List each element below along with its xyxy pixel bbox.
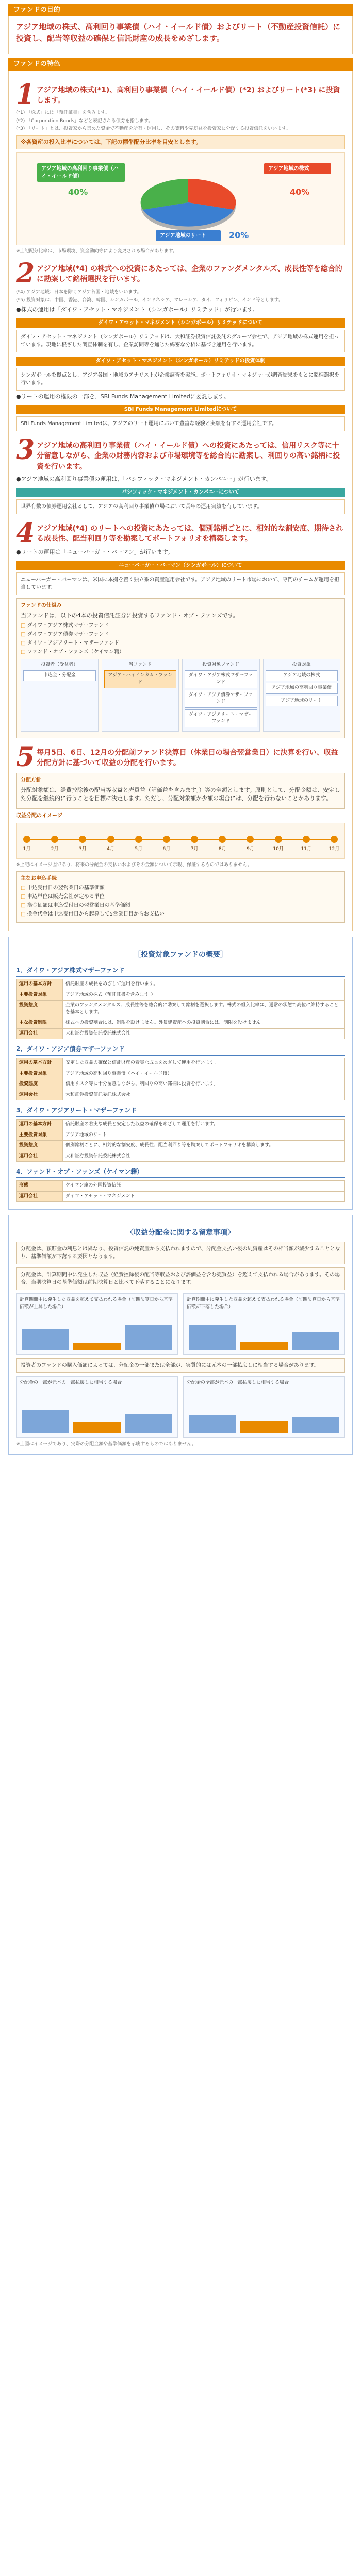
diagram-box-target: ダイワ・アジア株式マザーファンド bbox=[185, 670, 257, 688]
timeline-month-label: 9月 bbox=[247, 846, 254, 852]
timeline-dot bbox=[219, 836, 226, 843]
objective-lead: アジア地域の株式、高利回り事業債（ハイ・イールド債）およびリート（不動産投資信託）に投資し、配当等収益の確保と信託財産の成長をめざします。 bbox=[16, 22, 341, 43]
structure-diagram bbox=[21, 659, 340, 732]
table-row bbox=[17, 1018, 345, 1029]
point-4 bbox=[16, 517, 345, 549]
diagram-col-investor bbox=[21, 659, 99, 732]
point-3-bullet: ●アジア地域の高利回り事業債の運用は、「パシフィック・マネジメント・カンパニー」が行います。 bbox=[16, 476, 272, 483]
pie-pct-bond: 40% bbox=[290, 187, 310, 197]
procedure-item: □ 換金価額は申込受付日の翌営業日の基準価額 bbox=[21, 902, 340, 909]
distribution-timeline bbox=[16, 823, 345, 859]
bar-mark bbox=[73, 1343, 121, 1350]
bar-mark bbox=[189, 1325, 236, 1350]
timeline-line bbox=[27, 839, 334, 840]
timeline-month-label: 7月 bbox=[190, 846, 199, 852]
diagram-box-target: ダイワ・アジアリート・マザーファンド bbox=[185, 709, 257, 727]
point-2-bullet-2: ●リートの運用の権限の一部を、SBI Funds Management Limitedに委託します。 bbox=[16, 393, 229, 400]
diagram-col-title: 当ファンド bbox=[128, 662, 152, 668]
bar-mark bbox=[240, 1342, 288, 1351]
procedure-box bbox=[16, 871, 345, 923]
policy-box bbox=[16, 773, 345, 809]
distribution-footer: ※上図はイメージであり、実際の分配金額や基準価額を示唆するものではありません。 bbox=[16, 1442, 196, 1447]
allocation-pie bbox=[16, 152, 345, 245]
timeline-month-label: 3月 bbox=[78, 846, 87, 852]
table-row bbox=[17, 1181, 345, 1192]
diagram-col-assets bbox=[263, 659, 341, 732]
funds-title: ［投資対象ファンドの概要］ bbox=[134, 951, 227, 959]
timeline-month-label: 6月 bbox=[162, 846, 171, 852]
diagram-col-fund bbox=[102, 659, 179, 732]
bar-mark bbox=[292, 1417, 339, 1434]
diagram-col-title: 投資対象 bbox=[292, 662, 311, 668]
panel-caption: 分配金の一部が元本の一部払戻しに相当する場合 bbox=[20, 1380, 122, 1386]
row-value: 安定した収益の確保と信託財産の着実な成長をめざして運用を行います。 bbox=[63, 1058, 345, 1069]
structure-note: 当ファンドは、以下の4本の投資信託証券に投資するファンド・オブ・ファンズです。 bbox=[21, 612, 239, 619]
row-value: 企業のファンダメンタルズ、成長性等を総合的に勘案して銘柄を選択します。株式の組入比率は、通常の状態で高位に維持することを基本とします。 bbox=[63, 1001, 345, 1018]
point-2-note: (*4) アジア地域：日本を除くアジア各国・地域をいいます。 bbox=[16, 289, 142, 295]
band-manager-5-body: ニューバーガー・バーマンは、米国に本拠を置く独立系の資産運用会社です。アジア地域のリート市場において、専門のチームが運用を担当しています。 bbox=[16, 572, 345, 595]
distribution-panel bbox=[16, 1293, 178, 1355]
distribution-panel bbox=[183, 1293, 345, 1355]
table-row bbox=[17, 1090, 345, 1100]
diagram-box-target: ダイワ・アジア債券マザーファンド bbox=[185, 690, 257, 708]
bar-mark bbox=[125, 1325, 172, 1350]
point-5 bbox=[16, 741, 345, 773]
bar-mark bbox=[292, 1332, 339, 1350]
row-key: 運用会社 bbox=[17, 1028, 63, 1039]
timeline-dot bbox=[247, 836, 254, 843]
row-key: 主要投資対象 bbox=[17, 1130, 63, 1141]
fund-4-table bbox=[16, 1180, 345, 1202]
point-1-text: アジア地域の株式(*1)、高利回り事業債（ハイ・イールド債）(*2) およびリート(*3) に投資します。 bbox=[37, 86, 340, 105]
fund-2-table bbox=[16, 1058, 345, 1100]
panel-bars bbox=[189, 1314, 339, 1350]
timeline-month-label: 12月 bbox=[329, 846, 340, 852]
row-value: 大和証券投資信託委託株式会社 bbox=[63, 1151, 345, 1162]
row-key: 運用の基本方針 bbox=[17, 979, 63, 990]
row-key: 投資態度 bbox=[17, 1001, 63, 1018]
point-3-text: アジア地域の高利回り事業債（ハイ・イールド債）への投資にあたっては、信用リスク等に十分留意しながら、企業の財務内容および市場環境等を総合的に勘案し、利回りの高い銘柄に投資を行います。 bbox=[37, 442, 340, 471]
bar-mark bbox=[22, 1410, 69, 1434]
diagram-box-asset: アジア地域の株式 bbox=[266, 670, 338, 682]
bar-mark bbox=[22, 1329, 69, 1350]
band-manager-4: パシフィック・マネジメント・カンパニーについて bbox=[16, 488, 345, 497]
timeline-month-label: 1月 bbox=[23, 846, 31, 852]
band-manager-1-body: ダイワ・アセット・マネジメント（シンガポール）リミテッドは、大和証券投資信託委託のグループ会社で、アジア地域の株式運用を担っています。現地に根ざした調査体制を有し、企業訪問等を通じた綿密な分析に基づき運用を行います。 bbox=[16, 330, 345, 352]
row-key: 形態 bbox=[17, 1181, 63, 1192]
table-row bbox=[17, 1028, 345, 1039]
band-manager-3-body: SBI Funds Management Limitedは、アジアのリート運用において豊富な経験と実績を有する運用会社です。 bbox=[16, 416, 345, 431]
table-row bbox=[17, 1069, 345, 1079]
page bbox=[0, 4, 361, 1465]
policy-text: 分配対象額は、経費控除後の配当等収益と売買益（評価益を含みます。）等の全額とします。原則として、分配金額は、安定した分配を継続的に行うことを目標に決定します。ただし、分配対象額が少額の場合には、分配を行わないことがあります。 bbox=[21, 786, 340, 802]
procedure-title: 主なお申込手続 bbox=[21, 876, 57, 882]
policy-title: 分配方針 bbox=[21, 777, 41, 783]
distribution-title: 〈収益分配金に関する留意事項〉 bbox=[126, 1229, 235, 1238]
timeline-dot bbox=[163, 836, 170, 843]
timeline-dot bbox=[331, 836, 338, 843]
row-value: 信託財産の成長をめざして運用を行います。 bbox=[63, 979, 345, 990]
point-2-text: アジア地域(*4) の株式への投資にあたっては、企業のファンダメンタルズ、成長性等を総合的に勘案して銘柄選択を行います。 bbox=[37, 265, 342, 284]
distribution-panel bbox=[183, 1376, 345, 1438]
row-value: アジア地域の高利回り事業債（ハイ・イールド債） bbox=[63, 1069, 345, 1079]
panel-bars bbox=[189, 1397, 339, 1433]
timeline-dot bbox=[23, 836, 30, 843]
table-row bbox=[17, 1191, 345, 1202]
structure-list-item: □ ダイワ・アジア株式マザーファンド bbox=[21, 622, 340, 630]
point-number: 1 bbox=[16, 78, 35, 110]
pie-note: ※上記配分比率は、市場環境、資金動向等により変更される場合があります。 bbox=[16, 248, 177, 254]
table-row bbox=[17, 1141, 345, 1151]
row-value: 個別銘柄ごとに、相対的な割安度、成長性、配当利回り等を勘案してポートフォリオを構築します。 bbox=[63, 1141, 345, 1151]
timeline-month-label: 5月 bbox=[135, 846, 143, 852]
structure-list-item: □ ダイワ・アジア債券マザーファンド bbox=[21, 631, 340, 638]
timeline-title: 収益分配のイメージ bbox=[16, 812, 62, 819]
row-value: ケイマン籍の外国投資信託 bbox=[63, 1181, 345, 1192]
diagram-col-targets bbox=[182, 659, 260, 732]
panel-bars bbox=[22, 1397, 172, 1433]
table-row bbox=[17, 979, 345, 990]
row-value: 大和証券投資信託委託株式会社 bbox=[63, 1028, 345, 1039]
table-row bbox=[17, 1001, 345, 1018]
row-key: 運用の基本方針 bbox=[17, 1120, 63, 1130]
table-row bbox=[17, 1151, 345, 1162]
timeline-month-label: 4月 bbox=[107, 846, 114, 852]
row-value: アジア地域の株式（預託証書を含みます。） bbox=[63, 990, 345, 1001]
features-header: ファンドの特色 bbox=[8, 58, 353, 71]
table-row bbox=[17, 1058, 345, 1069]
procedure-item: □ 申込単位は販売会社が定める単位 bbox=[21, 893, 340, 901]
row-value: 株式への投資割合には、制限を設けません。外貨建資産への投資割合には、制限を設けません。 bbox=[63, 1018, 345, 1029]
point-4-text: アジア地域(*4) のリートへの投資にあたっては、個別銘柄ごとに、相対的な割安度、期待される成長性、配当利回り等を勘案してポートフォリオを構築します。 bbox=[37, 524, 343, 543]
timeline-month-label: 11月 bbox=[301, 846, 312, 852]
point-1-note: (*1) 「株式」には「預託証書」を含みます。 bbox=[16, 110, 110, 116]
pie-banner: ※各資産の投入比率については、下記の標準配分比率を目安とします。 bbox=[16, 135, 345, 149]
row-key: 運用会社 bbox=[17, 1090, 63, 1100]
objective-header: ファンドの目的 bbox=[8, 4, 353, 16]
timeline-dot bbox=[135, 836, 142, 843]
diagram-box-investor: 申込金・分配金 bbox=[23, 670, 96, 682]
bar-mark bbox=[73, 1422, 121, 1433]
row-value: アジア地域のリート bbox=[63, 1130, 345, 1141]
funds-body bbox=[8, 937, 353, 1210]
features-body bbox=[8, 71, 353, 932]
fund-3-table bbox=[16, 1119, 345, 1162]
point-number: 3 bbox=[16, 434, 35, 466]
row-value: 信用リスク等に十分留意しながら、利回りの高い銘柄に投資を行います。 bbox=[63, 1079, 345, 1090]
band-manager-3: SBI Funds Management Limitedについて bbox=[16, 405, 345, 414]
timeline-dot bbox=[107, 836, 114, 843]
diagram-col-title: 投資対象ファンド bbox=[202, 662, 240, 668]
bar-mark bbox=[240, 1421, 288, 1434]
point-1 bbox=[16, 78, 345, 110]
panel-caption: 計算期間中に発生した収益を超えて支払われる場合（前期決算日から基準価額が下落した場合） bbox=[187, 1297, 340, 1310]
procedure-item: □ 申込受付日の翌営業日の基準価額 bbox=[21, 884, 340, 892]
row-value: ダイワ・アセット・マネジメント bbox=[63, 1191, 345, 1202]
band-manager-4-body: 世界有数の債券運用会社として、アジアの高利回り事業債市場において長年の運用実績を有しています。 bbox=[16, 499, 345, 514]
row-key: 主な投資制限 bbox=[17, 1018, 63, 1029]
point-number: 2 bbox=[16, 258, 35, 290]
diagram-box-fund: アジア・ハイインカム・ファンド bbox=[104, 670, 177, 688]
fund-2-title: 2．ダイワ・アジア債券マザーファンド bbox=[16, 1044, 345, 1056]
diagram-col-title: 投資者（受益者） bbox=[41, 662, 78, 668]
procedure-item: □ 換金代金は申込受付日から起算して5営業日目からお支払い bbox=[21, 910, 340, 918]
bar-mark bbox=[125, 1414, 172, 1434]
timeline-dot bbox=[303, 836, 310, 843]
distribution-note-2: 分配金は、計算期間中に発生した収益（経費控除後の配当等収益および評価益を含む売買益）を超えて支払われる場合があります。その場合、当期決算日の基準価額は前期決算日と比べて下落することになります。 bbox=[16, 1267, 345, 1290]
table-row bbox=[17, 1130, 345, 1141]
point-5-text: 毎月5日、6日、12月の分配前ファンド決算日（休業日の場合翌営業日）に決算を行い、収益分配方針に基づいて収益の分配を行います。 bbox=[37, 748, 338, 768]
objective-body bbox=[8, 16, 353, 54]
distribution-note-1: 分配金は、預貯金の利息とは異なり、投資信託の純資産から支払われますので、分配金支払い後の純資産はその相当額が減少することとなり、基準価額が下落する要因となります。 bbox=[16, 1242, 345, 1264]
fund-3-title: 3．ダイワ・アジアリート・マザーファンド bbox=[16, 1106, 345, 1117]
structure-list-item: □ ファンド・オブ・ファンズ（ケイマン籍） bbox=[21, 648, 340, 656]
timeline-dot bbox=[191, 836, 198, 843]
timeline-dot bbox=[51, 836, 58, 843]
band-manager-2: ダイワ・アセット・マネジメント（シンガポール）リミテッドの投資体制 bbox=[16, 357, 345, 366]
panel-caption: 計算期間中に発生した収益を超えて支払われる場合（前期決算日から基準価額が上昇した場合） bbox=[20, 1297, 173, 1310]
pie-label-reit: アジア地域のリート bbox=[156, 230, 221, 241]
point-1-note: (*3) 「リート」とは、投資家から集めた資金で不動産を所有・運用し、その賃料や売却益を投資家に分配する投資信託をいいます。 bbox=[16, 126, 291, 132]
distribution-body bbox=[8, 1215, 353, 1455]
timeline-month-label: 2月 bbox=[51, 846, 59, 852]
point-2-note: (*5) 投資対象は、中国、香港、台湾、韓国、シンガポール、インドネシア、マレーシア、タイ、フィリピン、インド等とします。 bbox=[16, 297, 284, 303]
band-manager-5: ニューバーガー・バーマン（シンガポール）について bbox=[16, 561, 345, 570]
row-key: 運用会社 bbox=[17, 1191, 63, 1202]
fund-1-table bbox=[16, 979, 345, 1039]
panel-caption: 分配金の全部が元本の一部払戻しに相当する場合 bbox=[187, 1380, 289, 1386]
band-manager-2-body: シンガポールを拠点とし、アジア各国・地域のアナリストが企業調査を実施。ポートフォリオ・マネジャーが調査結果をもとに銘柄選択を行います。 bbox=[16, 368, 345, 391]
point-3 bbox=[16, 434, 345, 472]
table-row bbox=[17, 1079, 345, 1090]
structure-list-item: □ ダイワ・アジアリート・マザーファンド bbox=[21, 639, 340, 647]
diagram-box-asset: アジア地域の高利回り事業債 bbox=[266, 683, 338, 694]
point-number: 5 bbox=[16, 741, 35, 773]
timeline-dot bbox=[79, 836, 86, 843]
point-4-bullet: ●リートの運用は「ニューバーガー・バーマン」が行います。 bbox=[16, 549, 173, 556]
row-key: 投資態度 bbox=[17, 1079, 63, 1090]
fund-4-title: 4．ファンド・オブ・ファンズ（ケイマン籍） bbox=[16, 1167, 345, 1178]
point-2 bbox=[16, 258, 345, 290]
fund-1-title: 1．ダイワ・アジア株式マザーファンド bbox=[16, 965, 345, 977]
row-key: 投資態度 bbox=[17, 1141, 63, 1151]
distribution-panels-1 bbox=[16, 1293, 345, 1355]
timeline-month-label: 8月 bbox=[218, 846, 226, 852]
distribution-note-3: 投資者のファンドの購入価額によっては、分配金の一部または全部が、実質的には元本の一部払戻しに相当する場合があります。 bbox=[16, 1358, 345, 1373]
bar-mark bbox=[189, 1415, 236, 1433]
timeline-dot bbox=[275, 836, 282, 843]
table-row bbox=[17, 1120, 345, 1130]
row-value: 信託財産の着実な成長と安定した収益の確保をめざして運用を行います。 bbox=[63, 1120, 345, 1130]
pie-label-stock: アジア地域の高利回り事業債（ハイ・イールド債） bbox=[37, 163, 125, 182]
panel-bars bbox=[22, 1314, 172, 1350]
point-1-note: (*2) 「Corporation Bonds」などと表記される債券を指します。 bbox=[16, 118, 153, 124]
row-key: 運用の基本方針 bbox=[17, 1058, 63, 1069]
row-value: 大和証券投資信託委託株式会社 bbox=[63, 1090, 345, 1100]
point-number: 4 bbox=[16, 517, 35, 549]
pie-label-bond: アジア地域の株式 bbox=[264, 163, 331, 174]
structure-title: ファンドの仕組み bbox=[21, 602, 62, 608]
pie-pct-stock: 40% bbox=[68, 187, 88, 197]
row-key: 運用会社 bbox=[17, 1151, 63, 1162]
point-2-bullet: ●株式の運用は「ダイワ・アセット・マネジメント（シンガポール）リミテッド」が行います。 bbox=[16, 306, 258, 313]
row-key: 主要投資対象 bbox=[17, 1069, 63, 1079]
row-key: 主要投資対象 bbox=[17, 990, 63, 1001]
diagram-box-asset: アジア地域のリート bbox=[266, 696, 338, 707]
structure-box bbox=[16, 598, 345, 738]
table-row bbox=[17, 990, 345, 1001]
timeline-note: ※上記はイメージ図であり、将来の分配金の支払いおよびその金額について示唆、保証するものではありません。 bbox=[16, 862, 252, 868]
band-manager-1: ダイワ・アセット・マネジメント（シンガポール）リミテッドについて bbox=[16, 318, 345, 328]
pie-pct-reit: 20% bbox=[229, 230, 249, 240]
timeline-month-label: 10月 bbox=[273, 846, 284, 852]
distribution-panels-2 bbox=[16, 1376, 345, 1438]
distribution-panel bbox=[16, 1376, 178, 1438]
